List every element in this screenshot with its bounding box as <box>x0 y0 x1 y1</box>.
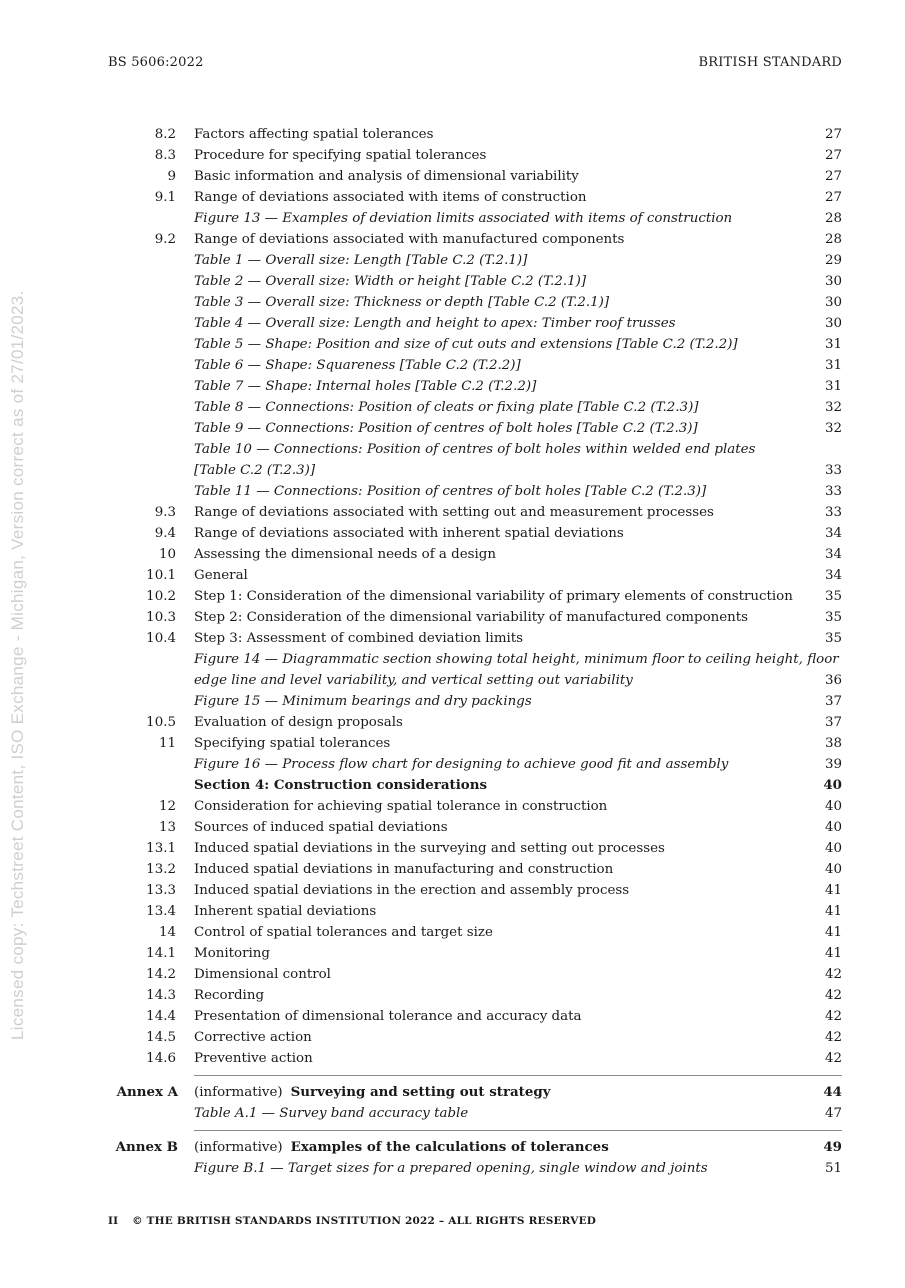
toc-entry-page: 37 <box>824 694 842 709</box>
toc-annex-entry[interactable] <box>108 1137 842 1158</box>
toc-entry-number: 9.4 <box>154 526 176 541</box>
toc-entry[interactable] <box>108 964 842 985</box>
toc-entry-page: 35 <box>824 610 842 625</box>
toc-entry[interactable] <box>108 1027 842 1048</box>
toc-entry[interactable] <box>108 1048 842 1069</box>
annex-title <box>194 1137 804 1158</box>
toc-entry-page: 35 <box>824 589 842 604</box>
annex-page: 49 <box>823 1139 842 1155</box>
toc-entry[interactable] <box>108 712 842 733</box>
toc-entry-title: Procedure for specifying spatial tolerances <box>194 148 487 163</box>
toc-entry-page: 42 <box>824 967 842 982</box>
toc-entry-title: Step 3: Assessment of combined deviation limits <box>194 631 524 646</box>
toc-entry-page: 30 <box>824 316 842 331</box>
toc-entry[interactable] <box>108 901 842 922</box>
annex-type: (informative) <box>194 1085 283 1100</box>
toc-entry[interactable] <box>108 229 842 250</box>
toc-entry-title: Figure 13 — Examples of deviation limits associated with items of construction <box>194 211 733 226</box>
toc-entry-title: Table 4 — Overall size: Length and height to apex: Timber roof trusses <box>194 316 676 331</box>
toc-entry-number: 14.6 <box>146 1051 176 1066</box>
annex-label: Annex A <box>116 1084 178 1100</box>
toc-entry-number: 10.5 <box>146 715 176 730</box>
toc-figure-entry[interactable] <box>108 355 842 376</box>
toc-entry-page: 41 <box>824 925 842 940</box>
toc-entry-title: Induced spatial deviations in manufacturing and construction <box>194 862 614 877</box>
toc-entry-page: 33 <box>824 463 842 478</box>
annex-title <box>194 1082 804 1103</box>
toc-entry-title: Figure B.1 — Target sizes for a prepared opening, single window and joints <box>194 1161 708 1176</box>
toc-entry-title: Range of deviations associated with items of construction <box>194 190 587 205</box>
toc-entry-title: Table 10 — Connections: Position of centres of bolt holes within welded end plates <box>194 442 756 457</box>
toc-entry-page: 34 <box>824 568 842 583</box>
toc-entry-number: 9 <box>167 169 176 184</box>
toc-figure-entry[interactable] <box>108 691 842 712</box>
annex-type: (informative) <box>194 1140 283 1155</box>
toc-entry-page: 41 <box>824 904 842 919</box>
toc-entry-page: 32 <box>824 400 842 415</box>
license-watermark: Licensed copy: Techstreet Content, ISO Exchange - Michigan, Version correct as of 27/01/2023. <box>8 290 27 1040</box>
toc-entry-title: Figure 16 — Process flow chart for designing to achieve good fit and assembly <box>194 757 729 772</box>
toc-entry[interactable] <box>108 943 842 964</box>
toc-figure-entry[interactable] <box>108 250 842 271</box>
toc-entry-title: Recording <box>194 988 265 1003</box>
toc-entry-title: Table 3 — Overall size: Thickness or depth [Table C.2 (T.2.1)] <box>194 295 610 310</box>
toc-section-heading[interactable] <box>108 775 842 796</box>
toc-entry-number: 14 <box>158 925 176 940</box>
toc-entry[interactable] <box>108 565 842 586</box>
toc-entry-title: Control of spatial tolerances and target size <box>194 925 493 940</box>
toc-entry-number: 13 <box>158 820 176 835</box>
toc-entry-number: 13.3 <box>146 883 176 898</box>
toc-entry-number: 9.1 <box>154 190 176 205</box>
toc-entry-title: Evaluation of design proposals <box>194 715 403 730</box>
annex-name: Examples of the calculations of tolerances <box>290 1139 609 1155</box>
toc-entry-number: 10 <box>158 547 176 562</box>
toc-entry-title: Table 2 — Overall size: Width or height [Table C.2 (T.2.1)] <box>194 274 587 289</box>
toc-entry-page: 42 <box>824 1030 842 1045</box>
toc-entry-title: Section 4: Construction considerations <box>194 777 487 793</box>
toc-entry-page: 40 <box>824 820 842 835</box>
footer-page-number: II <box>108 1215 119 1227</box>
toc-entry-number: 14.4 <box>146 1009 176 1024</box>
toc-figure-entry[interactable] <box>108 649 842 670</box>
toc-entry-title: Figure 14 — Diagrammatic section showing total height, minimum floor to ceiling height, floor <box>194 652 839 667</box>
toc-entry[interactable] <box>108 733 842 754</box>
toc-entry[interactable] <box>108 922 842 943</box>
toc-entry-number: 8.3 <box>154 148 176 163</box>
toc-entry-page: 33 <box>824 484 842 499</box>
toc-entry-page: 35 <box>824 631 842 646</box>
toc-figure-entry[interactable] <box>108 754 842 775</box>
toc-entry-page: 39 <box>824 757 842 772</box>
toc-entry-title: Specifying spatial tolerances <box>194 736 391 751</box>
toc-entry-number: 9.3 <box>154 505 176 520</box>
toc-entry-page: 33 <box>824 505 842 520</box>
toc-entry-page: 30 <box>824 295 842 310</box>
toc-entry-page: 30 <box>824 274 842 289</box>
toc-entry-number: 12 <box>158 799 176 814</box>
toc-entry[interactable] <box>108 985 842 1006</box>
annex-name: Surveying and setting out strategy <box>290 1084 551 1100</box>
toc-entry-title: Range of deviations associated with manufactured components <box>194 232 625 247</box>
toc-entry-title: Table 9 — Connections: Position of centres of bolt holes [Table C.2 (T.2.3)] <box>194 421 698 436</box>
toc-figure-entry[interactable] <box>108 439 842 460</box>
toc-entry[interactable] <box>108 880 842 901</box>
toc-entry-title: General <box>194 568 248 583</box>
toc-entry-page: 47 <box>824 1106 842 1121</box>
toc-entry-page: 27 <box>824 127 842 142</box>
toc-entry-title: Table 8 — Connections: Position of cleats or fixing plate [Table C.2 (T.2.3)] <box>194 400 699 415</box>
toc-entry-title: Range of deviations associated with setting out and measurement processes <box>194 505 714 520</box>
toc-figure-entry[interactable] <box>108 271 842 292</box>
toc-entry-page: 40 <box>824 862 842 877</box>
toc-entry-page: 32 <box>824 421 842 436</box>
toc-entry-number: 11 <box>158 736 176 751</box>
header-standard-number: BS 5606:2022 <box>108 55 204 70</box>
toc-entry-number: 14.2 <box>146 967 176 982</box>
toc-entry-number: 14.1 <box>146 946 176 961</box>
toc-figure-entry[interactable] <box>108 1158 842 1179</box>
toc-entry-page: 38 <box>824 736 842 751</box>
toc-figure-entry[interactable] <box>108 292 842 313</box>
toc-entry-number: 13.2 <box>146 862 176 877</box>
toc-entry-number: 14.3 <box>146 988 176 1003</box>
toc-entry[interactable] <box>108 796 842 817</box>
toc-entry[interactable] <box>108 1006 842 1027</box>
toc-figure-entry[interactable] <box>108 376 842 397</box>
toc-entry-title: Presentation of dimensional tolerance and accuracy data <box>194 1009 582 1024</box>
toc-entry-page: 31 <box>824 358 842 373</box>
toc-entry-number: 14.5 <box>146 1030 176 1045</box>
table-of-contents <box>108 124 842 1179</box>
toc-entry-title: Induced spatial deviations in the erection and assembly process <box>194 883 630 898</box>
toc-entry-page: 51 <box>824 1161 842 1176</box>
toc-figure-entry[interactable] <box>108 397 842 418</box>
header-publisher: BRITISH STANDARD <box>698 55 842 70</box>
toc-entry-page: 27 <box>824 148 842 163</box>
toc-entry[interactable] <box>108 166 842 187</box>
toc-figure-entry[interactable] <box>108 334 842 355</box>
toc-entry-number: 10.3 <box>146 610 176 625</box>
toc-entry-page: 28 <box>824 211 842 226</box>
toc-entry-page: 31 <box>824 379 842 394</box>
toc-entry-page: 42 <box>824 988 842 1003</box>
toc-entry-page: 34 <box>824 526 842 541</box>
toc-entry-title: Basic information and analysis of dimensional variability <box>194 169 579 184</box>
toc-figure-entry[interactable] <box>108 1103 842 1124</box>
toc-entry-title: Inherent spatial deviations <box>194 904 377 919</box>
toc-entry-title: Dimensional control <box>194 967 331 982</box>
toc-annex-entry[interactable] <box>108 1082 842 1103</box>
toc-entry-title: [Table C.2 (T.2.3)] <box>194 463 316 478</box>
toc-figure-entry[interactable] <box>108 208 842 229</box>
toc-entry-page: 34 <box>824 547 842 562</box>
toc-entry[interactable] <box>108 817 842 838</box>
toc-entry-page: 31 <box>824 337 842 352</box>
toc-entry-title: Table 6 — Shape: Squareness [Table C.2 (T.2.2)] <box>194 358 521 373</box>
toc-entry-number: 10.1 <box>146 568 176 583</box>
toc-entry[interactable] <box>108 523 842 544</box>
toc-entry-title: Consideration for achieving spatial tolerance in construction <box>194 799 608 814</box>
toc-entry[interactable] <box>108 859 842 880</box>
toc-entry-title: Figure 15 — Minimum bearings and dry packings <box>194 694 532 709</box>
toc-entry-page: 27 <box>824 190 842 205</box>
toc-entry-page: 42 <box>824 1009 842 1024</box>
toc-entry-page: 37 <box>824 715 842 730</box>
toc-entry-page: 40 <box>824 799 842 814</box>
toc-entry-number: 8.2 <box>154 127 176 142</box>
toc-entry-page: 41 <box>824 946 842 961</box>
toc-entry[interactable] <box>108 628 842 649</box>
toc-entry[interactable] <box>108 607 842 628</box>
toc-entry-title: Factors affecting spatial tolerances <box>194 127 434 142</box>
toc-entry-title: Table 1 — Overall size: Length [Table C.2 (T.2.1)] <box>194 253 528 268</box>
toc-figure-entry[interactable] <box>108 481 842 502</box>
toc-entry[interactable] <box>108 187 842 208</box>
toc-entry-title: Induced spatial deviations in the surveying and setting out processes <box>194 841 665 856</box>
toc-entry-title: Table A.1 — Survey band accuracy table <box>194 1106 469 1121</box>
footer-copyright: © THE BRITISH STANDARDS INSTITUTION 2022 – ALL RIGHTS RESERVED <box>132 1215 597 1227</box>
toc-entry-title: Range of deviations associated with inherent spatial deviations <box>194 526 624 541</box>
toc-entry-page: 41 <box>824 883 842 898</box>
toc-entry-page: 40 <box>824 841 842 856</box>
toc-entry-number: 13.4 <box>146 904 176 919</box>
toc-entry[interactable] <box>108 502 842 523</box>
annex-page: 44 <box>823 1084 842 1100</box>
toc-entry-number: 13.1 <box>146 841 176 856</box>
annex-divider <box>194 1075 842 1076</box>
toc-figure-entry[interactable] <box>108 670 842 691</box>
toc-entry-title: edge line and level variability, and vertical setting out variability <box>194 673 633 688</box>
toc-entry-title: Step 1: Consideration of the dimensional variability of primary elements of construction <box>194 589 793 604</box>
toc-entry-page: 28 <box>824 232 842 247</box>
toc-entry-title: Table 5 — Shape: Position and size of cut outs and extensions [Table C.2 (T.2.2)] <box>194 337 738 352</box>
toc-entry-title: Monitoring <box>194 946 271 961</box>
toc-entry-title: Sources of induced spatial deviations <box>194 820 448 835</box>
toc-entry-title: Table 11 — Connections: Position of centres of bolt holes [Table C.2 (T.2.3)] <box>194 484 707 499</box>
toc-entry-title: Table 7 — Shape: Internal holes [Table C.2 (T.2.2)] <box>194 379 537 394</box>
toc-entry[interactable] <box>108 124 842 145</box>
toc-entry-title: Step 2: Consideration of the dimensional variability of manufactured components <box>194 610 749 625</box>
toc-entry[interactable] <box>108 544 842 565</box>
toc-entry[interactable] <box>108 145 842 166</box>
toc-entry-number: 10.4 <box>146 631 176 646</box>
toc-figure-entry[interactable] <box>108 418 842 439</box>
toc-entry[interactable] <box>108 838 842 859</box>
toc-figure-entry[interactable] <box>108 460 842 481</box>
toc-entry-title: Assessing the dimensional needs of a design <box>194 547 497 562</box>
annex-divider <box>194 1130 842 1131</box>
annex-label: Annex B <box>115 1139 178 1155</box>
toc-figure-entry[interactable] <box>108 313 842 334</box>
toc-entry-title: Preventive action <box>194 1051 313 1066</box>
toc-entry-page: 42 <box>824 1051 842 1066</box>
page-footer <box>108 1215 596 1227</box>
toc-entry-page: 29 <box>824 253 842 268</box>
toc-entry-page: 40 <box>823 777 842 793</box>
toc-entry[interactable] <box>108 586 842 607</box>
toc-entry-page: 27 <box>824 169 842 184</box>
toc-entry-page: 36 <box>824 673 842 688</box>
toc-entry-number: 9.2 <box>154 232 176 247</box>
toc-entry-title: Corrective action <box>194 1030 312 1045</box>
toc-entry-number: 10.2 <box>146 589 176 604</box>
